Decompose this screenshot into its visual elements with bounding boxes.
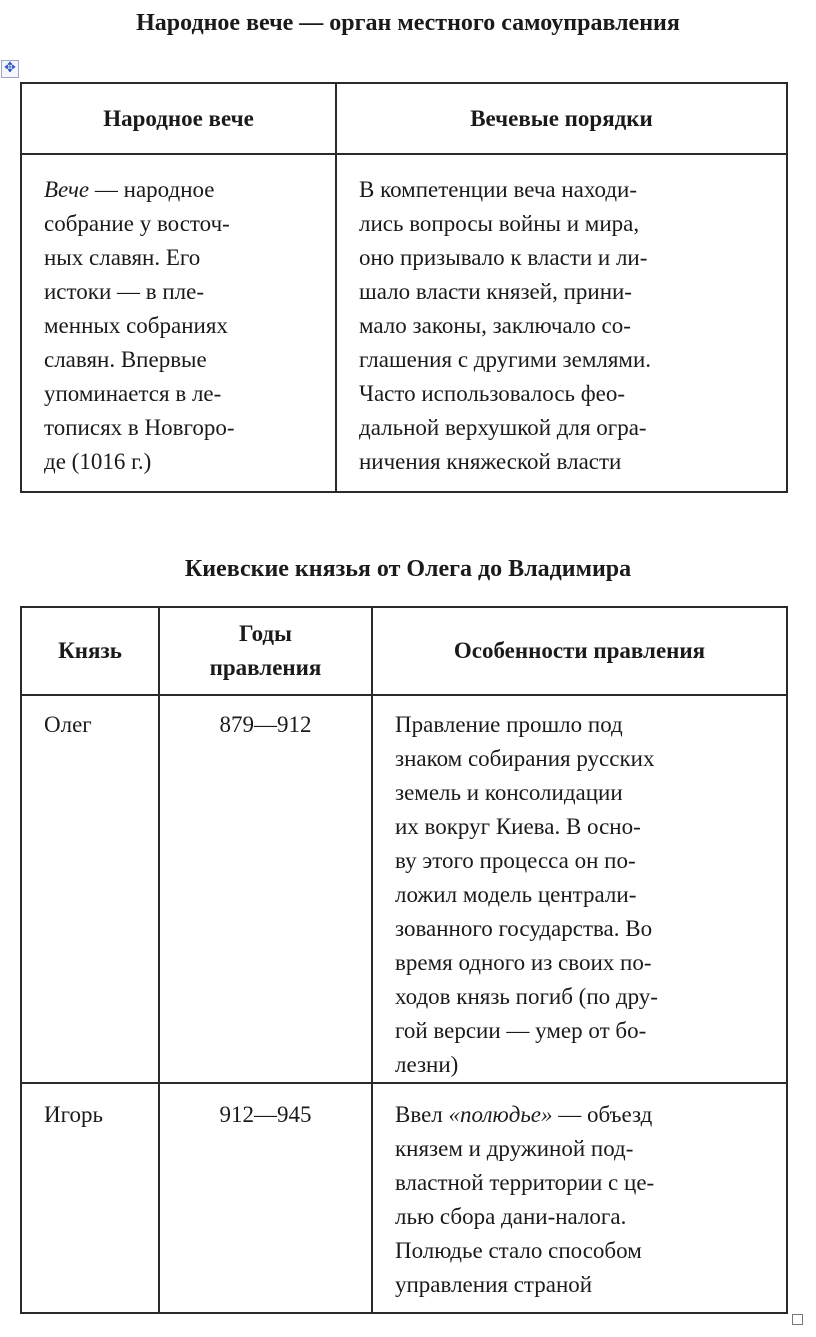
veche-header-1: Народное вече xyxy=(21,83,336,154)
table-row xyxy=(21,1083,787,1313)
resize-handle-icon[interactable] xyxy=(792,1314,803,1325)
table1-title: Народное вече — орган местного самоуправления xyxy=(136,10,680,36)
features-pre: Ввел xyxy=(395,1102,449,1127)
polyudye-term: «полюдье» xyxy=(448,1102,553,1127)
move-icon[interactable]: ✥ xyxy=(1,60,19,78)
features-rest: — объезд князем и дружиной под- властной территории с це- лью сбора дани-налога. Полюдье стало способом управления страной xyxy=(395,1102,655,1297)
prince-years: 879—912 xyxy=(159,695,372,1083)
veche-definition-cell xyxy=(21,154,336,492)
veche-order-cell xyxy=(336,154,787,492)
princes-header-years: Годы правления xyxy=(159,607,372,695)
veche-definition-text: — народное собрание у восточ- ных славян. Его истоки — в пле- менных собраниях славян. Впервые упоминается в ле- тописях в Новгоро- де (1016 г.) xyxy=(44,177,235,474)
prince-name: Игорь xyxy=(21,1083,159,1313)
table2-title: Киевские князья от Олега до Владимира xyxy=(184,556,632,582)
princes-header-features: Особенности правления xyxy=(372,607,787,695)
prince-features: Правление прошло под знаком собирания русских земель и консолидации их вокруг Киева. В осно- ву этого процесса он по- ложил модель централи- зованного государства. Во время одного из своих по- ходов князь погиб (по дру- гой версии — умер от бо- лезни) xyxy=(395,712,658,1077)
veche-term: Вече xyxy=(44,177,90,202)
veche-header-2: Вечевые порядки xyxy=(336,83,787,154)
prince-name: Олег xyxy=(21,695,159,1083)
prince-years: 912—945 xyxy=(159,1083,372,1313)
princes-table xyxy=(20,606,788,1314)
veche-order-text: В компетенции веча находи- лись вопросы войны и мира, оно призывало к власти и ли- шало власти князей, прини- мало законы, заключало со- глашения с другими землями. Часто использовалось фео- дальной верхушкой для огра- ничения княжеской власти xyxy=(359,177,652,474)
princes-header-prince: Князь xyxy=(21,607,159,695)
table-row xyxy=(21,695,787,1083)
veche-table xyxy=(20,82,788,493)
prince-features-cell xyxy=(372,695,787,1083)
prince-features-cell xyxy=(372,1083,787,1313)
